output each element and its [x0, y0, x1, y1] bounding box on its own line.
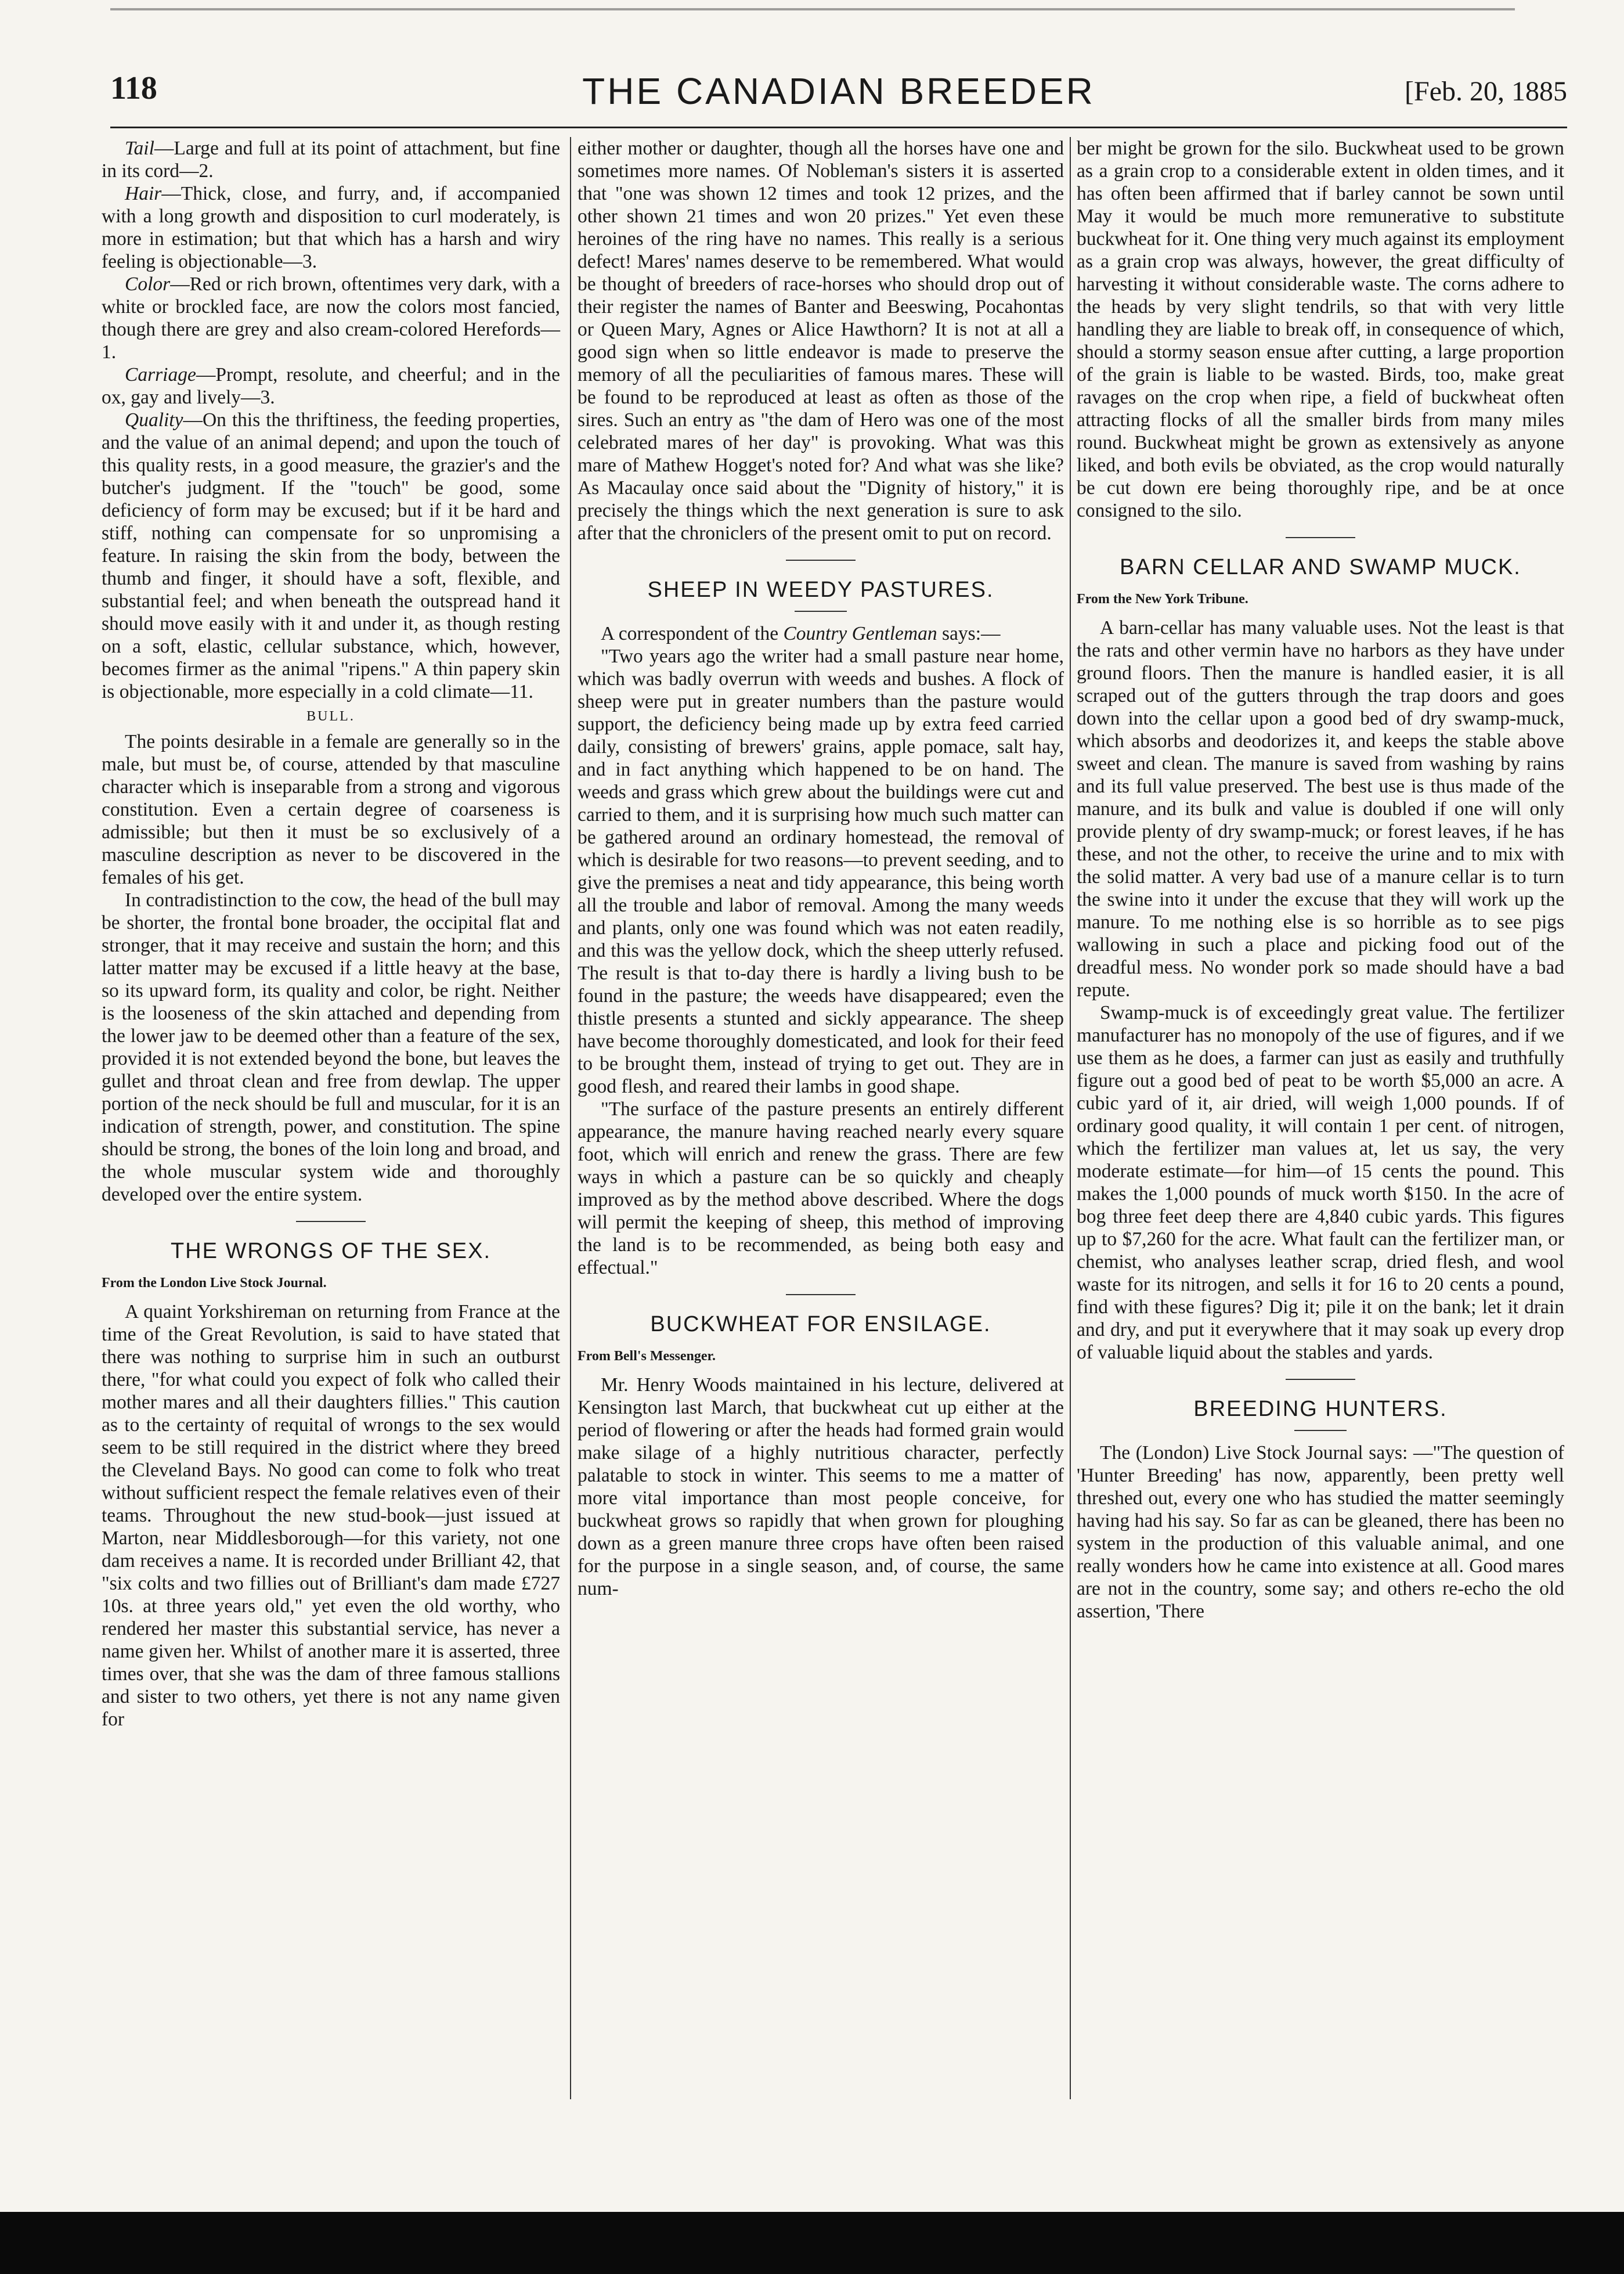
paragraph: A barn-cellar has many valuable uses. Not the least is that the rats and other vermin have no harbors as they have under ground floors. Then the manure is handled easier, it is all scraped out of the gutters through the trap doors and goes down into the cellar upon a good bed of dry swamp-muck, which absorbs and deodorizes it, and keeps the stable above sweet and clean. The manure is saved from washing by rains and its full value preserved. The best use is thus made of the manure, and its bulk and value is doubled if one will only provide plenty of dry swamp-muck; or forest leaves, if he has these, and not the other, to receive the urine and to mix with the solid matter. A very bad use of a manure cellar is to turn the swine into it under the excuse that they will work up the manure. To me nothing else is so horrible as to see pigs wallowing in such a place and picking food out of the dreadful mess. No wonder pork so made should have a bad repute.: [1077, 617, 1564, 1001]
text-carriage: —Prompt, resolute, and cheerful; and in the ox, gay and lively—3.: [102, 364, 560, 408]
paragraph: Mr. Henry Woods maintained in his lecture, delivered at Kensington last March, that buckwheat cut up either at the period of flowering or after the heads had formed grain would make silage of a highly nutritious character, perfectly palatable to stock in winter. This seems to me a matter of more vital importance than most people conceive, for buckwheat grows so rapidly that when grown for ploughing down as a green manure three crops have often been raised for the purpose in a single season, and, of course, the same num-: [578, 1374, 1064, 1599]
section-divider: [1286, 1379, 1355, 1380]
section-divider: [786, 1294, 856, 1295]
scan-bottom-border: [0, 2212, 1624, 2274]
paragraph-hair: [102, 182, 560, 273]
column-3: [1077, 137, 1564, 1623]
article-heading-sheep: SHEEP IN WEEDY PASTURES.: [647, 578, 994, 602]
column-rule: [1070, 137, 1071, 2099]
publication-name: Country Gentleman: [783, 623, 937, 644]
section-divider: [786, 560, 856, 561]
paragraph-quality: [102, 409, 560, 703]
text-color: —Red or rich brown, oftentimes very dark, with a white or brockled face, are now the colors most fancied, though there are grey and also cream-colored Herefords—1.: [102, 273, 560, 363]
term-hair: Hair: [125, 183, 162, 204]
article-heading-barn: BARN CELLAR AND SWAMP MUCK.: [1120, 555, 1521, 579]
section-divider: [1286, 537, 1355, 538]
bull-subheading: BULL.: [306, 709, 355, 724]
issue-date: [Feb. 20, 1885: [1405, 76, 1567, 107]
paragraph: ber might be grown for the silo. Buckwheat used to be grown as a grain crop to a considerable extent in olden times, and it has often been affirmed that if barley cannot be sown until May it would be much more remunerative to substitute buckwheat for it. One thing very much against its employment as a grain crop was always, however, the great difficulty of harvesting it without considerable waste. The corns adhere to the heads by very slight tendrils, so that with very little handling they are liable to break off, in consequence of which, should a stormy season ensue after cutting, a large proportion of the grain is liable to be wasted. Birds, too, make great ravages on the crop when ripe, a field of buckwheat often attracting flocks of all the smaller birds from many miles round. Buckwheat might be grown as extensively as anyone liked, and both evils be obviated, as the crop would naturally be cut down ere being thoroughly ripe, and be at once consigned to the silo.: [1077, 138, 1564, 521]
article-heading-hunters: BREEDING HUNTERS.: [1193, 1397, 1448, 1421]
paragraph: The points desirable in a female are generally so in the male, but must be, of course, attended by that masculine character which is inseparable from a strong and vigorous constitution. Even a certain degree of coarseness is admissible; but then it must be so exclusively of a masculine description as never to be discovered in the females of his get.: [102, 731, 560, 888]
column-1: [102, 137, 560, 1731]
text-hair: —Thick, close, and furry, and, if accompanied with a long growth and disposition to curl moderately, is more in estimation; but that which has a harsh and wiry feeling is objectionable—3.: [102, 183, 560, 272]
page-header: [110, 70, 1567, 122]
paragraph: "The surface of the pasture presents an entirely different appearance, the manure having reached nearly every square foot, which will enrich and renew the grass. There are few ways in which a pasture can be so quickly and cheaply improved as by the method above described. Where the dogs will permit the keeping of sheep, this method of improving the land is to be recommended, as being both easy and effectual.": [578, 1098, 1064, 1278]
section-divider: [296, 1221, 366, 1222]
term-quality: Quality: [125, 409, 183, 431]
article-source: From Bell's Messenger.: [578, 1349, 716, 1364]
page-title: THE CANADIAN BREEDER: [582, 70, 1095, 112]
top-edge-rule: [110, 8, 1515, 10]
term-color: Color: [125, 273, 171, 295]
paragraph-color: [102, 273, 560, 363]
article-source: From the New York Tribune.: [1077, 592, 1248, 607]
heading-underline: [1294, 1430, 1347, 1431]
paragraph-tail: [102, 137, 560, 182]
paragraph: either mother or daughter, though all the horses have one and sometimes more names. Of Nobleman's sisters it is asserted that "one was shown 12 times and took 12 prizes, and the other shown 21 times and won 20 prizes." Yet even these heroines of the ring have no names. This really is a serious defect! Mares' names deserve to be remembered. What would be thought of breeders of race-horses who should drop out of their register the names of Banter and Beeswing, Pocahontas or Queen Mary, Agnes or Alice Hawthorn? It is not at all a good sign when so little endeavor is made to preserve the memory of all the peculiarities of famous mares. These will be found to be reproduced at least as often as those of the sires. Such an entry as "the dam of Hero was one of the most celebrated mares of her day" is provoking. What was this mare of Mathew Hogget's noted for? And what was she like? As Macaulay once said about the "Dignity of history," it is precisely the things which the next generation is sure to ask after that the chroniclers of the present omit to put on record.: [578, 138, 1064, 544]
article-heading-buckwheat: BUCKWHEAT FOR ENSILAGE.: [650, 1312, 991, 1336]
paragraph: "Two years ago the writer had a small pasture near home, which was badly overrun with weeds and bushes. A flock of sheep were put in greater numbers than the pasture would support, the deficiency being made up by extra feed carried daily, consisting of brewers' grains, apple pomace, salt hay, and in fact anything which happened to be on hand. The weeds and grass which grew about the buildings were cut and carried to them, and it is surprising how much such matter can be gathered around an ordinary homestead, the removal of which is desirable for two reasons—to prevent seeding, and to give the premises a neat and tidy appearance, this being worth all the trouble and labor of removal. Among the many weeds and plants, only one was found which was not eaten readily, and this was the yellow dock, which the sheep utterly refused. The result is that to-day there is hardly a living bush to be found in the pasture; the weeds have disappeared; even the thistle presents a stunted and sickly appearance. The sheep have become thoroughly domesticated, and look for their feed to be brought them, instead of trying to get out. They are in good flesh, and reared their lambs in good shape.: [578, 646, 1064, 1097]
text: says:—: [937, 623, 1001, 644]
paragraph-correspondent: [578, 622, 1064, 645]
article-heading-wrongs: THE WRONGS OF THE SEX.: [170, 1239, 492, 1263]
term-carriage: Carriage: [125, 364, 196, 385]
paragraph: A quaint Yorkshireman on returning from France at the time of the Great Revolution, is said to have stated that there was nothing to surprise him in such an outburst there, "for what could you expect of folk who called their mother mares and all their daughters fillies." This caution as to the certainty of requital of wrongs to the sex would seem to be still required in the district where they breed the Cleveland Bays. No good can come to folk who treat without sufficient respect the female relatives even of their teams. Throughout the new stud-book—just issued at Marton, near Middlesborough—for this variety, not one dam receives a name. It is recorded under Brilliant 42, that "six colts and two fillies out of Brilliant's dam made £727 10s. at three years old," yet even the old worthy, who rendered her master this substantial service, has never a name given her. Whilst of another mare it is asserted, three times over, that she was the dam of three famous stallions and sister to two others, yet there is not any name given for: [102, 1301, 560, 1730]
paragraph-carriage: [102, 363, 560, 409]
article-source: From the London Live Stock Journal.: [102, 1275, 327, 1291]
text-quality: —On this the thriftiness, the feeding properties, and the value of an animal depend; and upon the touch of this quality rests, in a good measure, the grazier's and the butcher's judgment. If the "touch" be good, some deficiency of form may be excused; but if it be hard and stiff, nothing can compensate for so unpromising a feature. In raising the skin from the body, between the thumb and finger, it should have a soft, flexible, and substantial feel; and when beneath the outspread hand it should move easily with it and under it, as though resting on a soft, elastic, cellular substance, which, however, becomes firmer as the animal "ripens." A thin papery skin is objectionable, more especially in a cold climate—11.: [102, 409, 560, 702]
paragraph: The (London) Live Stock Journal says: —"The question of 'Hunter Breeding' has now, apparently, been pretty well threshed out, every one who has studied the matter seemingly having had his say. So far as can be gleaned, there has been no system in the production of this valuable animal, and one really wonders how he came into existence at all. Good mares are not in the country, some say; and others re-echo the old assertion, 'There: [1077, 1442, 1564, 1622]
heading-underline: [795, 611, 847, 612]
header-rule: [110, 127, 1567, 128]
page-number: 118: [110, 70, 157, 106]
paragraph: Swamp-muck is of exceedingly great value. The fertilizer manufacturer has no monopoly of the use of figures, and if we use them as he does, a farmer can just as easily and truthfully figure out a good bed of peat to be worth $5,000 an acre. A cubic yard of it, air dried, will weigh 1,000 pounds. If of ordinary good quality, it will contain 1 per cent. of nitrogen, which the fertilizer man values at, let us say, the very moderate estimate—for him—of 15 cents the pound. This makes the 1,000 pounds of muck worth $150. In the acre of bog three feet deep there are 4,840 cubic yards. This figures up to $7,260 for the acre. What fault can the fertilizer man, or chemist, who analyses leather scrap, dried flesh, and wool waste for its nitrogen, and sells it for 16 to 20 cents a pound, find with these figures? Dig it; pile it on the bank; let it drain and dry, and put it everywhere that it may soak up every drop of valuable liquid about the stables and yards.: [1077, 1002, 1564, 1363]
paragraph: In contradistinction to the cow, the head of the bull may be shorter, the frontal bone broader, the occipital flat and stronger, that it may receive and sustain the horn; and this latter matter may be excused if a little heavy at the base, so its upward form, its quality and color, be right. Neither is the looseness of the skin attached and depending from the lower jaw to be deemed other than a feature of the sex, provided it is not extended beyond the bone, but leaves the gullet and throat clean and free from dewlap. The upper portion of the neck should be full and muscular, for it is an indication of strength, power, and constitution. The spine should be strong, the bones of the loin long and broad, and the whole muscular system wide and thoroughly developed over the entire system.: [102, 889, 560, 1205]
column-2: [578, 137, 1064, 1600]
column-rule: [570, 137, 571, 2099]
term-tail: Tail: [125, 138, 154, 159]
text: A correspondent of the: [601, 623, 784, 644]
text-tail: —Large and full at its point of attachment, but fine in its cord—2.: [102, 138, 560, 182]
